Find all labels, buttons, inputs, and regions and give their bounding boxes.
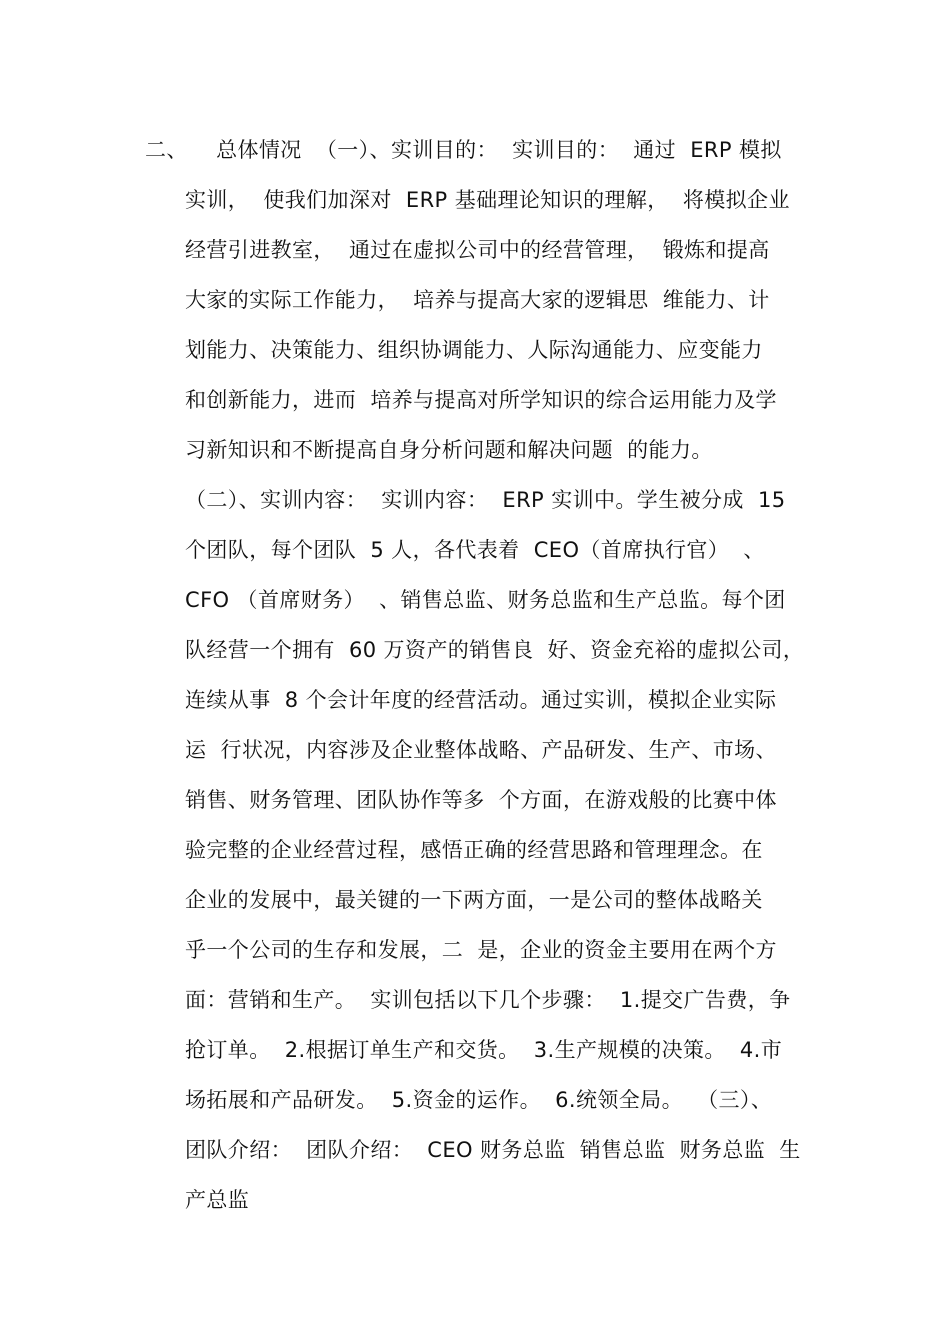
text-line-15: 验完整的企业经营过程，感悟正确的经营思路和管理理念。在 — [185, 838, 763, 862]
text-line-5: 划能力、决策能力、组织协调能力、人际沟通能力、应变能力 — [185, 338, 763, 362]
text-line-3: 经营引进教室， 通过在虚拟公司中的经营管理， 锻炼和提高 — [185, 238, 770, 262]
text-line-20: 场拓展和产品研发。 5.资金的运作。 6.统领全局。 （三）、 — [185, 1088, 773, 1112]
text-line-21: 团队介绍： 团队介绍： CEO 财务总监 销售总监 财务总监 生 — [185, 1138, 801, 1162]
text-line-1: 二、 总体情况 （一）、实训目的： 实训目的： 通过 ERP 模拟 — [145, 138, 782, 162]
text-line-7: 习新知识和不断提高自身分析问题和解决问题 的能力。 — [185, 438, 713, 462]
text-line-19: 抢订单。 2.根据订单生产和交货。 3.生产规模的决策。 4.市 — [185, 1038, 783, 1062]
text-line-11: 队经营一个拥有 60 万资产的销售良 好、资金充裕的虚拟公司， — [185, 638, 805, 662]
text-line-12: 连续从事 8 个会计年度的经营活动。通过实训，模拟企业实际 — [185, 688, 777, 712]
text-line-6: 和创新能力，进而 培养与提高对所学知识的综合运用能力及学 — [185, 388, 777, 412]
text-line-2: 实训， 使我们加深对 ERP 基础理论知识的理解， 将模拟企业 — [185, 188, 790, 212]
text-line-17: 乎一个公司的生存和发展，二 是，企业的资金主要用在两个方 — [185, 938, 777, 962]
text-line-18: 面：营销和生产。 实训包括以下几个步骤： 1.提交广告费，争 — [185, 988, 791, 1012]
text-line-4: 大家的实际工作能力， 培养与提高大家的逻辑思 维能力、计 — [185, 288, 770, 312]
text-line-8: （二）、实训内容： 实训内容： ERP 实训中。学生被分成 15 — [185, 488, 786, 512]
text-line-9: 个团队，每个团队 5 人，各代表着 CEO（首席执行官） 、 — [185, 538, 765, 562]
text-line-10: CFO （首席财务） 、销售总监、财务总监和生产总监。每个团 — [185, 588, 786, 612]
text-line-22: 产总监 — [185, 1188, 250, 1212]
text-line-13: 运 行状况，内容涉及企业整体战略、产品研发、生产、市场、 — [185, 738, 777, 762]
text-line-14: 销售、财务管理、团队协作等多 个方面，在游戏般的比赛中体 — [185, 788, 777, 812]
text-line-16: 企业的发展中，最关键的一下两方面，一是公司的整体战略关 — [185, 888, 763, 912]
